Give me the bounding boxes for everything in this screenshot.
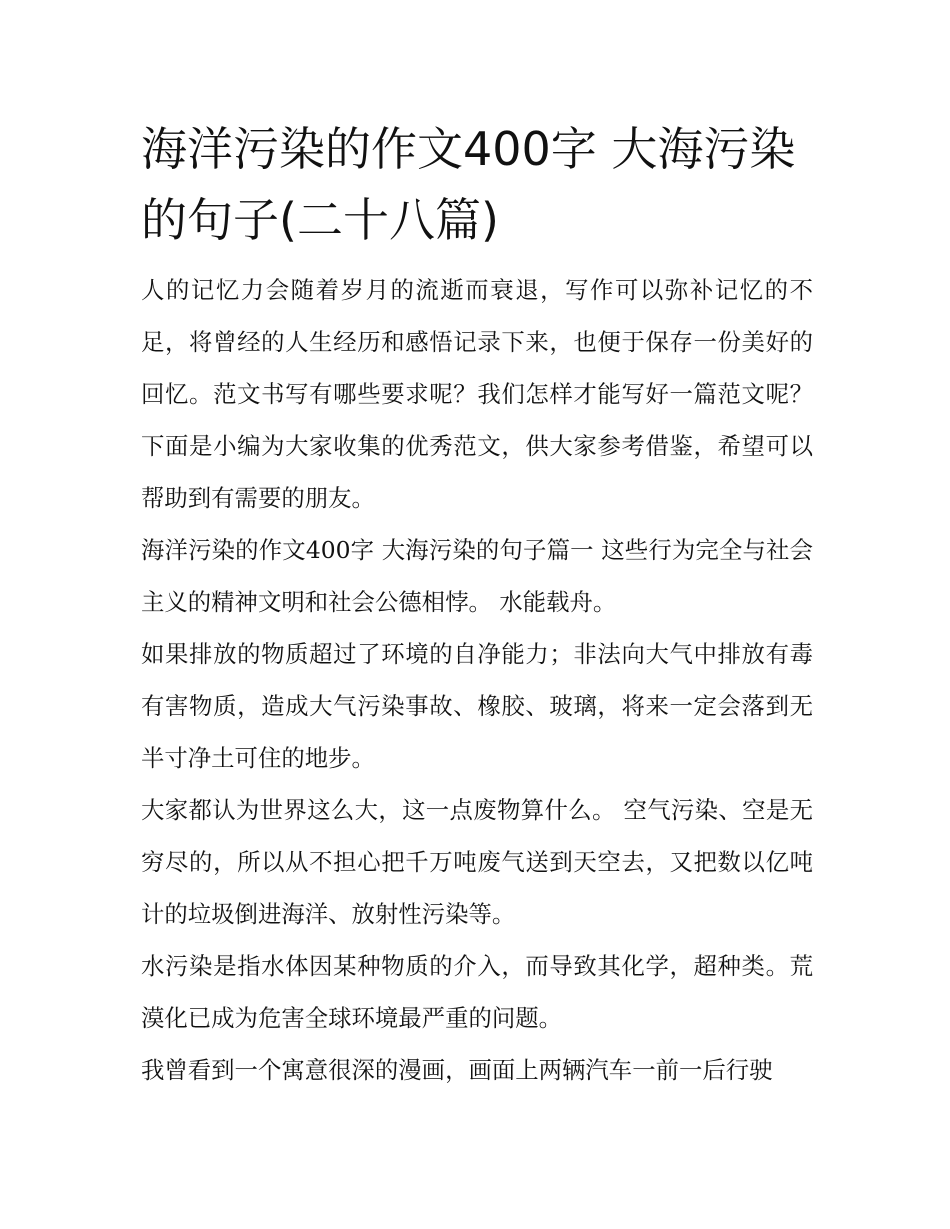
paragraph-intro: 人的记忆力会随着岁月的流逝而衰退，写作可以弥补记忆的不足，将曾经的人生经历和感悟记录下来，也便于保存一份美好的回忆。范文书写有哪些要求呢？我们怎样才能写好一篇范文呢？下面是小编为大家收集的优秀范文，供大家参考借鉴，希望可以帮助到有需要的朋友。 [141, 276, 813, 512]
paragraph-4: 水污染是指水体因某种物质的介入，而导致其化学，超种类。荒漠化已成为危害全球环境最严重的问题。 [141, 952, 813, 1032]
paragraph-5: 我曾看到一个寓意很深的漫画，画面上两辆汽车一前一后行驶 [141, 1056, 773, 1084]
paragraph-2: 如果排放的物质超过了环境的自净能力；非法向大气中排放有毒有害物质，造成大气污染事故、橡胶、玻璃，将来一定会落到无半寸净土可住的地步。 [141, 640, 813, 772]
paragraph-3: 大家都认为世界这么大，这一点废物算什么。 空气污染、空是无穷尽的，所以从不担心把千万吨废气送到天空去，又把数以亿吨计的垃圾倒进海洋、放射性污染等。 [141, 796, 813, 928]
document-body [141, 114, 813, 1096]
paragraph-1: 海洋污染的作文400字 大海污染的句子篇一 这些行为完全与社会主义的精神文明和社会公德相悖。 水能载舟。 [141, 536, 813, 616]
document-title: 海洋污染的作文400字 大海污染的句子(二十八篇) [141, 122, 796, 247]
